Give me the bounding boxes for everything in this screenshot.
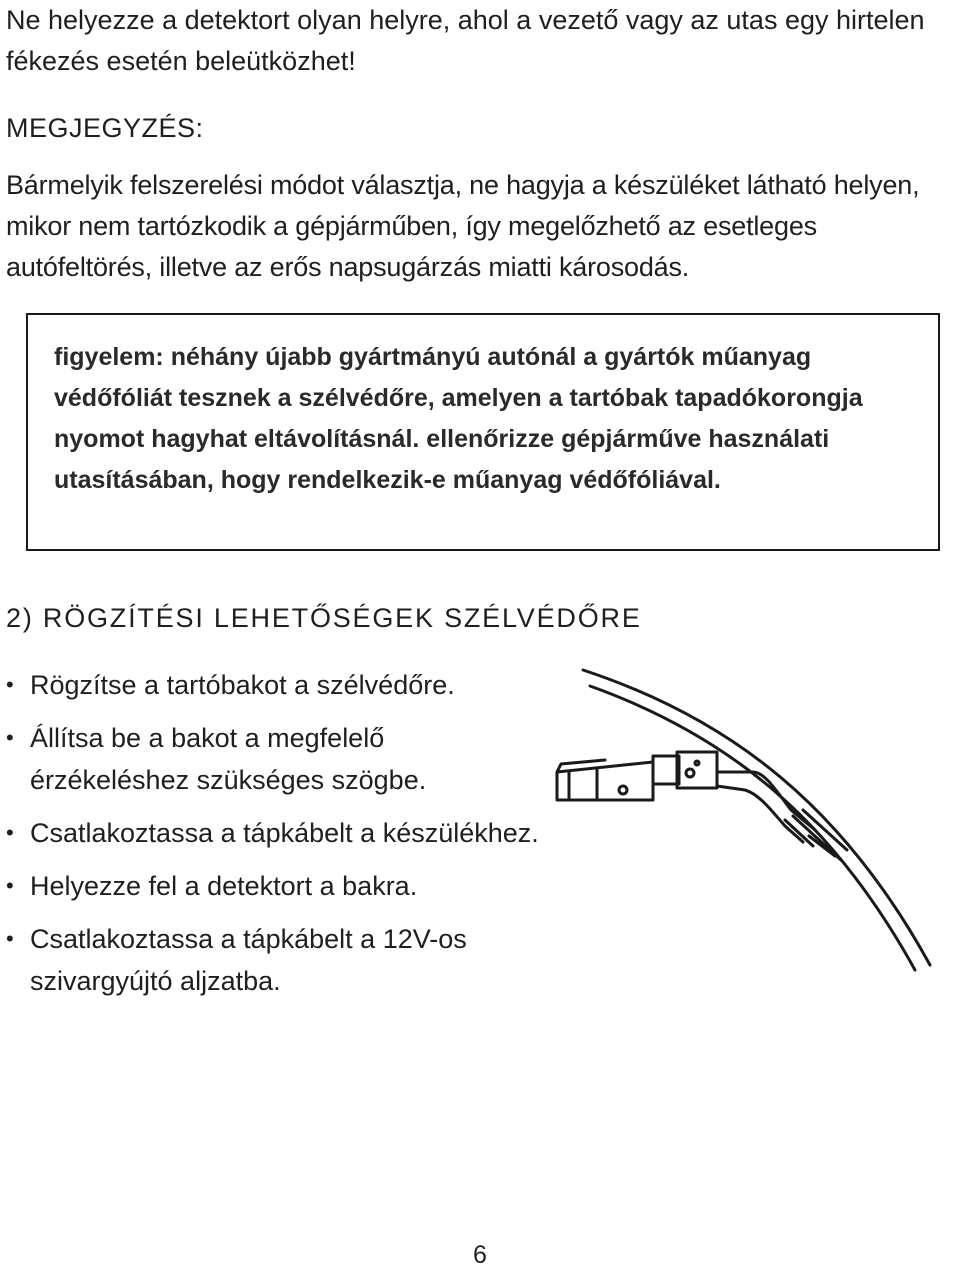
step-item [6,918,546,1002]
note-body-text: Bármelyik felszerelési módot választja, ne hagyja a készüléket látható helyen, mikor nem tartózkodik a gépjárműben, így megelőzhető az esetleges autófeltörés, illetve az erős napsugárzás miatti károsodás. [6,170,920,282]
bullet-icon: • [6,873,14,898]
page-number: 6 [473,1241,487,1269]
step-item [6,865,546,907]
step-item [6,717,546,801]
step-item [6,664,546,706]
windshield-mount-diagram-icon [545,660,945,990]
section-heading: 2) RÖGZÍTÉSI LEHETŐSÉGEK SZÉLVÉDŐRE [6,603,642,633]
bullet-icon: • [6,820,14,845]
warning-box [26,313,940,551]
warning-text: figyelem: néhány újabb gyártmányú autónál a gyártók műanyag védőfóliát tesznek a szélvédőre, amelyen a tartóbak tapadókorongja nyomot hagyhat eltávolításnál. ellenőrizze gépjárműve használati utasításában, hogy rendelkezik-e műanyag védőfóliával. [54,343,863,494]
step-text: Csatlakoztassa a tápkábelt a 12V-os szivargyújtó aljzatba. [30,924,467,996]
mounting-steps-list [6,664,546,1013]
bullet-icon: • [6,725,14,750]
note-heading: MEGJEGYZÉS: [6,113,204,143]
step-text: Csatlakoztassa a tápkábelt a készülékhez. [30,818,539,848]
step-text: Helyezze fel a detektort a bakra. [30,871,418,901]
step-text: Rögzítse a tartóbakot a szélvédőre. [30,670,455,700]
intro-warning-text: Ne helyezze a detektort olyan helyre, ahol a vezető vagy az utas egy hirtelen fékezés esetén beleütközhet! [6,5,925,76]
step-text: Állítsa be a bakot a megfelelő érzékeléshez szükséges szögbe. [30,723,427,795]
step-item [6,812,546,854]
bullet-icon: • [6,926,14,951]
bullet-icon: • [6,672,14,697]
